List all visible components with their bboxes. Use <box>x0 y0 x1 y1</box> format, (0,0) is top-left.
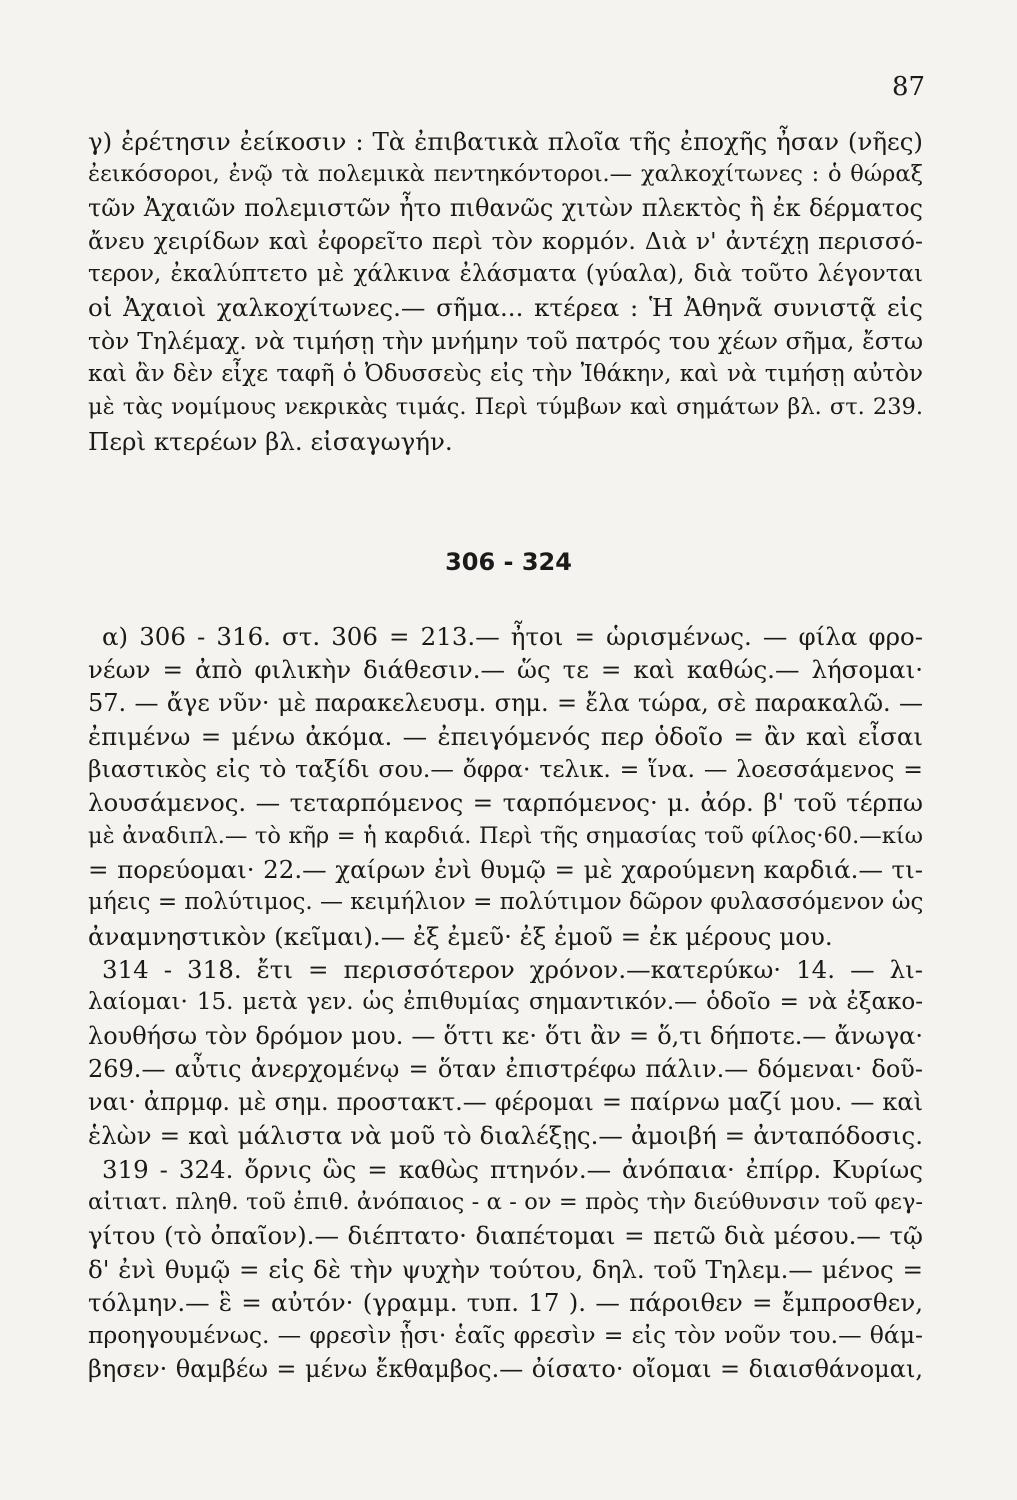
text-line: βιαστικὸς εἰς τὸ ταξίδι σου.— ὄφρα· τελικ. = ἵνα. — λοεσσάμενος = <box>88 755 923 784</box>
text-line: 314 - 318. ἔτι = περισσότερον χρόνον.—κατερύκω· 14. — λι- <box>102 954 923 984</box>
text-line: ἐπιμένω = μένω ἀκόμα. — ἐπειγόμενός περ ὁδοῖο = ἂν καὶ εἶσαι <box>88 721 923 751</box>
text-line: = πορεύομαι· 22.— χαίρων ἐνὶ θυμῷ = μὲ χαρούμενη καρδιά.— τι- <box>88 855 923 885</box>
text-line: Περὶ κτερέων βλ. εἰσαγωγήν. <box>88 426 453 456</box>
text-line: καὶ ἂν δὲν εἶχε ταφῆ ὁ Ὀδυσσεὺς εἰς τὴν Ἰθάκην, καὶ νὰ τιμήσῃ αὐτὸν <box>88 361 923 388</box>
text-line: λουθήσω τὸν δρόμον μου. — ὅττι κε· ὅτι ἂν = ὅ,τι δήποτε.— ἄνωγα· <box>88 1021 923 1050</box>
text-line: ἐεικόσοροι, ἐνῷ τὰ πολεμικὰ πεντηκόντοροι.— χαλκοχίτωνες : ὁ θώραξ <box>88 161 923 188</box>
text-line: προηγουμένως. — φρεσὶν ᾗσι· ἑαῖς φρεσὶν = εἰς τὸν νοῦν του.— θάμ- <box>88 1321 923 1350</box>
text-line: λαίομαι· 15. μετὰ γεν. ὡς ἐπιθυμίας σημαντικόν.— ὁδοῖο = νὰ ἐξακο- <box>88 989 923 1016</box>
text-line: αἰτιατ. πληθ. τοῦ ἐπιθ. ἀνόπαιος - α - ον = πρὸς τὴν διεύθυνσιν τοῦ φεγ- <box>88 1189 923 1216</box>
text-line: οἱ Ἀχαιοὶ χαλκοχίτωνες.— σῆμα... κτέρεα : Ἡ Ἀθηνᾶ συνιστᾷ εἰς <box>88 293 923 323</box>
text-line: μήεις = πολύτιμος. — κειμήλιον = πολύτιμον δῶρον φυλασσόμενον ὡς <box>88 889 924 916</box>
text-line: νέων = ἀπὸ φιλικὴν διάθεσιν.— ὥς τε = καὶ καθώς.— λήσομαι· <box>88 655 923 685</box>
section-heading: 306 - 324 <box>445 548 572 576</box>
text-line: ἑλὼν = καὶ μάλιστα νὰ μοῦ τὸ διαλέξῃς.— ἀμοιβή = ἀνταπόδοσις. <box>88 1121 923 1151</box>
text-line: 57. — ἄγε νῦν· μὲ παρακελευσμ. σημ. = ἔλα τώρα, σὲ παρακαλῶ. — <box>88 688 923 717</box>
text-line: ἀναμνηστικὸν (κεῖμαι).— ἐξ ἐμεῦ· ἐξ ἐμοῦ = ἐκ μέρους μου. <box>88 921 833 951</box>
text-line: μὲ ἀναδιπλ.— τὸ κῆρ = ἡ καρδιά. Περὶ τῆς σημασίας τοῦ φίλος·60.—κίω <box>88 822 923 849</box>
text-line: λουσάμενος. — τεταρπόμενος = ταρπόμενος· μ. ἀόρ. β' τοῦ τέρπω <box>88 788 923 818</box>
text-line: ἄνευ χειρίδων καὶ ἐφορεῖτο περὶ τὸν κορμόν. Διὰ ν' ἀντέχῃ περισσό- <box>88 226 923 255</box>
page-number: 87 <box>892 72 926 102</box>
text-line: δ' ἐνὶ θυμῷ = εἰς δὲ τὴν ψυχὴν τούτου, δηλ. τοῦ Τηλεμ.— μένος = <box>88 1254 923 1284</box>
text-line: βησεν· θαμβέω = μένω ἔκθαμβος.— ὀίσατο· οἴομαι = διαισθάνομαι, <box>88 1354 923 1383</box>
text-line: 319 - 324. ὄρνις ὣς = καθὼς πτηνόν.— ἀνόπαια· ἐπίρρ. Κυρίως <box>102 1154 923 1184</box>
text-line: τὸν Τηλέμαχ. νὰ τιμήσῃ τὴν μνήμην τοῦ πατρός του χέων σῆμα, ἔστω <box>88 326 923 355</box>
text-line: μὲ τὰς νομίμους νεκρικὰς τιμάς. Περὶ τύμβων καὶ σημάτων βλ. στ. 239. <box>88 394 923 421</box>
paragraph-1 <box>88 125 923 458</box>
text-line: γ) ἐρέτησιν ἐείκοσιν : Τὰ ἐπιβατικὰ πλοῖα τῆς ἐποχῆς ἦσαν (νῆες) <box>88 127 923 156</box>
text-line: τερον, ἐκαλύπτετο μὲ χάλκινα ἐλάσματα (γύαλα), διὰ τοῦτο λέγονται <box>88 261 923 288</box>
paragraph-2 <box>88 620 923 1386</box>
text-line: τῶν Ἀχαιῶν πολεμιστῶν ἦτο πιθανῶς χιτὼν πλεκτὸς ἢ ἐκ δέρματος <box>88 193 923 222</box>
text-line: γίτου (τὸ ὀπαῖον).— διέπτατο· διαπέτομαι = πετῶ διὰ μέσου.— τῷ <box>88 1221 923 1251</box>
text-line: τόλμην.— ἓ = αὐτόν· (γραμμ. τυπ. 17 ). — πάροιθεν = ἔμπροσθεν, <box>88 1287 923 1317</box>
text-line: ναι· ἀπρμφ. μὲ σημ. προστακτ.— φέρομαι = παίρνω μαζί μου. — καὶ <box>88 1088 923 1117</box>
text-line: 269.— αὖτις ἀνερχομένῳ = ὅταν ἐπιστρέφω πάλιν.— δόμεναι· δοῦ- <box>88 1054 923 1083</box>
text-line: α) 306 - 316. στ. 306 = 213.— ἦτοι = ὡρισμένως. — φίλα φρο- <box>102 622 923 651</box>
